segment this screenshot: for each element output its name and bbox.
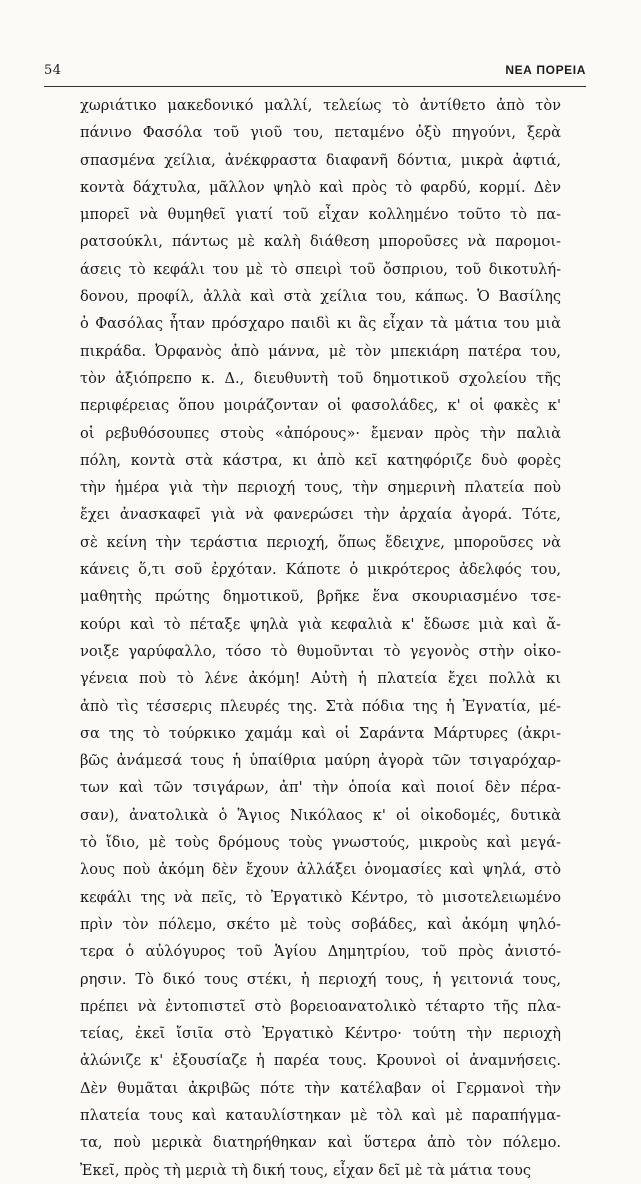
text-line: σπασμένα χείλια, ἀνέκφραστα διαφανῆ δόντια, μικρὰ ἀφτιά, bbox=[80, 151, 561, 169]
text-line: ἀλώνιζε κ' ἐξουσίαζε ἡ παρέα τους. Κρουνοὶ οἱ ἀναμνήσεις. bbox=[80, 1052, 561, 1070]
text-line: τὴν ἡμέρα γιὰ τὴν περιοχή τους, τὴν σημερινὴ πλατεία ποὺ bbox=[80, 479, 561, 497]
text-line: τερα ὁ αὐλόγυρος τοῦ Ἁγίου Δημητρίου, τοῦ πρὸς ἀνιστό- bbox=[80, 943, 561, 961]
text-line: πόλη, κοντὰ στὰ κάστρα, κι ἀπὸ κεῖ κατηφόριζε δυὸ φορὲς bbox=[80, 451, 561, 469]
text-line: πρέπει νὰ ἐντοπιστεῖ στὸ βορειοανατολικὸ τέταρτο τῆς πλα- bbox=[80, 997, 561, 1015]
text-line: κούρι καὶ τὸ πέταξε ψηλὰ γιὰ κεφαλιὰ κ' ἔδωσε μιὰ καὶ ἄ- bbox=[80, 615, 561, 633]
text-line: δονου, προφίλ, ἀλλὰ καὶ στὰ χείλια του, κάπως. Ὁ Βασίλης bbox=[80, 288, 561, 306]
text-line: σὲ κείνη τὴν τεράστια περιοχή, ὅπως ἔδειχνε, μποροῦσες νὰ bbox=[80, 533, 561, 551]
text-line: ρησιν. Τὸ δικό τους στέκι, ἡ περιοχή τους, ἡ γειτονιά τους, bbox=[80, 970, 561, 988]
text-line: βῶς ἀνάμεσά τους ἡ ὑπαίθρια μαύρη ἀγορὰ τῶν τσιγαρόχαρ- bbox=[80, 752, 561, 770]
text-line: τὸ ἴδιο, μὲ τοὺς δρόμους τοὺς γνωστούς, μικροὺς καὶ μεγά- bbox=[80, 834, 561, 852]
text-line: Δὲν θυμᾶται ἀκριβῶς πότε τὴν κατέλαβαν οἱ Γερμανοὶ τὴν bbox=[80, 1079, 561, 1097]
text-line: περιφέρειας ὅπου μοιράζονταν οἱ φασολάδες, κ' οἱ φακὲς κ' bbox=[80, 397, 561, 415]
text-line: πάνινο Φασόλα τοῦ γιοῦ του, πεταμένο ὀξὺ πηγούνι, ξερὰ bbox=[80, 124, 561, 142]
text-line: ἔχει ἀνασκαφεῖ γιὰ νὰ φανερώσει τὴν ἀρχαία ἀγορά. Τότε, bbox=[80, 506, 561, 524]
text-line: σα της τὸ τούρκικο χαμάμ καὶ οἱ Σαράντα Μάρτυρες (ἀκρι- bbox=[80, 724, 561, 742]
text-line: γένεια ποὺ τὸ λένε ἀκόμη! Αὐτὴ ἡ πλατεία ἔχει πολλὰ κι bbox=[80, 670, 561, 688]
text-line: χωριάτικο μακεδονικό μαλλί, τελείως τὸ ἀντίθετο ἀπὸ τὸν bbox=[80, 97, 561, 114]
text-line: πρὶν τὸν πόλεμο, σκέτο μὲ τοὺς σοβάδες, καὶ ἀκόμη ψηλό- bbox=[80, 915, 561, 933]
text-line: λους ποὺ ἀκόμη δὲν ἔχουν ἀλλάξει ὀνομασίες καὶ ψηλά, στὸ bbox=[80, 861, 561, 879]
text-line: κοντὰ δάχτυλα, μᾶλλον ψηλὸ καὶ πρὸς τὸ φαρδύ, κορμί. Δὲν bbox=[80, 178, 561, 196]
text-line: πικράδα. Ὀρφανὸς ἀπὸ μάννα, μὲ τὸν μπεκιάρη πατέρα του, bbox=[80, 342, 561, 360]
text-line: μπορεῖ νὰ θυμηθεῖ γιατί τοῦ εἶχαν κολλημένο τοῦτο τὸ πα- bbox=[80, 206, 561, 224]
text-line: τα, ποὺ μερικὰ διατηρήθηκαν καὶ ὕστερα ἀπὸ τὸν πόλεμο. bbox=[80, 1134, 561, 1152]
text-line: άσεις τὸ κεφάλι του μὲ τὸ σπειρὶ τοῦ ὄσπριου, τοῦ δικοτυλή- bbox=[80, 260, 561, 278]
text-line: σαν), ἀνατολικὰ ὁ Ἅγιος Νικόλαος κ' οἱ οἰκοδομές, δυτικὰ bbox=[80, 806, 561, 824]
text-line: ὁ Φασόλας ἦταν πρόσχαρο παιδὶ κι ἂς εἶχαν τὰ μάτια του μιὰ bbox=[80, 315, 561, 333]
text-line: ρατσούκλι, πάντως μὲ καλὴ διάθεση μποροῦσες νὰ παρομοι- bbox=[80, 233, 561, 251]
running-head: ΝΕΑ ΠΟΡΕΙΑ bbox=[505, 63, 586, 77]
header-rule bbox=[44, 86, 586, 87]
text-line: οἱ ρεβυθόσουπες στοὺς «ἀπόρους»· ἔμεναν πρὸς τὴν παλιὰ bbox=[80, 424, 561, 442]
text-line: ἀπὸ τὶς τέσσερις πλευρές της. Στὰ πόδια της ἡ Ἐγνατία, μέ- bbox=[80, 697, 561, 715]
text-line: τὸν ἀξιόπρεπο κ. Δ., διευθυντὴ τοῦ δημοτικοῦ σχολείου τῆς bbox=[80, 369, 561, 387]
text-line: νοιξε γαρύφαλλο, τόσο τὸ θυμοῦνται τὸ γεγονὸς στὴν οἰκο- bbox=[80, 642, 561, 660]
text-line: των καὶ τῶν τσιγάρων, ἀπ' τὴν ὁποία καὶ ποιοί δὲν πέρα- bbox=[80, 779, 561, 797]
text-line: τείας, ἐκεῖ ἴσιῖα στὸ Ἐργατικὸ Κέντρο· τούτη τὴν περιοχὴ bbox=[80, 1025, 561, 1043]
text-line: κάνεις ὅ,τι σοῦ ἐρχόταν. Κάποτε ὁ μικρότερος ἀδελφός του, bbox=[80, 561, 561, 579]
text-line: Ἐκεῖ, πρὸς τὴ μεριὰ τὴ δική τους, εἶχαν δεῖ μὲ τὰ μάτια τους bbox=[80, 1161, 532, 1179]
page-number: 54 bbox=[44, 63, 62, 78]
text-line: πλατεία τους καὶ καταυλίστηκαν μὲ τὸλ καὶ μὲ παραπήγμα- bbox=[80, 1106, 561, 1124]
text-line: μαθητὴς πρώτης δημοτικοῦ, βρῆκε ἕνα σκουριασμένο τσε- bbox=[80, 588, 561, 606]
body-text bbox=[80, 92, 561, 1184]
text-line: κεφάλι της νὰ πεῖς, τὸ Ἐργατικὸ Κέντρο, τὸ μισοτελειωμένο bbox=[80, 888, 561, 906]
